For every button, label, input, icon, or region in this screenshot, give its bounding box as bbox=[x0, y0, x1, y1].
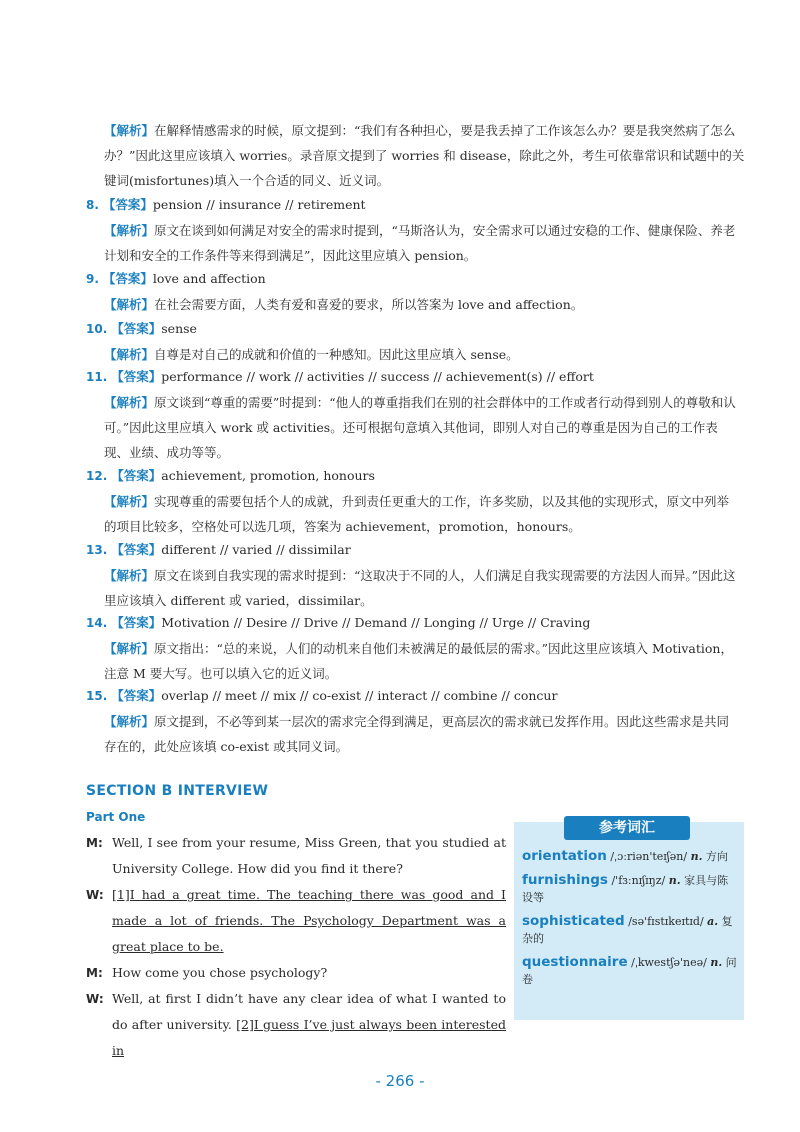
analysis-text: 自尊是对自己的成就和价值的一种感知。因此这里应填入 sense。 bbox=[154, 347, 519, 362]
item-number: 9. bbox=[86, 272, 99, 286]
item-number: 10. bbox=[86, 322, 108, 336]
vocab-item bbox=[522, 872, 738, 906]
answer-item-14 bbox=[86, 610, 736, 686]
answer-tag: 【答案】 bbox=[111, 321, 162, 336]
dialog-underlined-text: [1]I had a great time. The teaching there was good and I made a lot of friends. The Psychology Department was a great place to be. bbox=[112, 887, 506, 954]
analysis-tag: 【解析】 bbox=[104, 641, 155, 656]
page-number: - 266 - bbox=[375, 1072, 425, 1090]
analysis-text: 原文在谈到自我实现的需求时提到：“这取决于不同的人，人们满足自我实现需要的方法因人而异。”因此这里应该填入 different 或 varied，dissimilar。 bbox=[104, 568, 736, 608]
vocab-item bbox=[522, 913, 738, 947]
dialog-text: Well, at first I didn’t have any clear idea of what I wanted to do after university. bbox=[112, 991, 506, 1032]
vocab-ipa: /ˌkwestʃə'neə/ bbox=[631, 956, 707, 969]
vocab-meaning: 问卷 bbox=[522, 956, 737, 986]
vocab-pos: n. bbox=[668, 874, 681, 887]
analysis-tag: 【解析】 bbox=[104, 568, 155, 583]
dialog-text: Well, I see from your resume, Miss Green, that you studied at University College. How did you find it there? bbox=[112, 835, 506, 876]
answer-item-10 bbox=[86, 316, 736, 367]
dialog-underlined-text: [2]I guess I’ve just always been interested in bbox=[112, 1017, 506, 1058]
vocab-meaning: 家具与陈设等 bbox=[522, 874, 729, 904]
item-number: 8. bbox=[86, 198, 99, 212]
item-number: 12. bbox=[86, 469, 108, 483]
vocab-meaning: 方向 bbox=[705, 850, 728, 863]
dialog-line bbox=[86, 882, 506, 960]
analysis-tag: 【解析】 bbox=[104, 714, 155, 729]
answer-text: pension // insurance // retirement bbox=[152, 197, 366, 212]
vocab-pos: n. bbox=[710, 956, 723, 969]
answer-item-15 bbox=[86, 683, 736, 759]
analysis-tag: 【解析】 bbox=[104, 223, 155, 238]
vocab-item bbox=[522, 954, 738, 988]
vocab-word: questionnaire bbox=[522, 954, 628, 970]
analysis-text: 在解释情感需求的时候，原文提到：“我们有各种担心，要是我丢掉了工作该怎么办？要是我突然病了怎么办？”因此这里应该填入 worries。录音原文提到了 worries 和 disease，除此之外，考生可依靠常识和试题中的关键词(misfortunes)填入一个合适的同义、近义词。 bbox=[104, 123, 745, 188]
answer-tag: 【答案】 bbox=[111, 468, 162, 483]
answer-text: performance // work // activities // success // achievement(s) // effort bbox=[161, 369, 594, 384]
analysis-tag: 【解析】 bbox=[104, 123, 155, 138]
vocab-ipa: /sə'fɪstɪkeɪtɪd/ bbox=[628, 915, 704, 928]
dialog-text: How come you chose psychology? bbox=[112, 965, 328, 980]
answer-tag: 【答案】 bbox=[102, 271, 153, 286]
answer-text: overlap // meet // mix // co-exist // interact // combine // concur bbox=[161, 688, 558, 703]
answer-tag: 【答案】 bbox=[102, 197, 153, 212]
analysis-tag: 【解析】 bbox=[104, 297, 155, 312]
analysis-tag: 【解析】 bbox=[104, 494, 155, 509]
dialog-line bbox=[86, 986, 506, 1064]
answer-tag: 【答案】 bbox=[111, 369, 162, 384]
dialog-line bbox=[86, 960, 506, 986]
interview-dialog bbox=[86, 830, 506, 1064]
vocabulary-list bbox=[522, 848, 738, 995]
answer-item-13 bbox=[86, 537, 736, 613]
vocab-meaning: 复杂的 bbox=[522, 915, 733, 945]
section-title: SECTION B INTERVIEW bbox=[86, 783, 269, 799]
vocab-word: orientation bbox=[522, 848, 607, 864]
answer-text: love and affection bbox=[152, 271, 266, 286]
dialog-line bbox=[86, 830, 506, 882]
answer-tag: 【答案】 bbox=[111, 615, 162, 630]
vocab-ipa: /'fɜːnɪʃɪŋz/ bbox=[611, 874, 666, 887]
part-title: Part One bbox=[86, 810, 146, 824]
answer-text: different // varied // dissimilar bbox=[161, 542, 351, 557]
answer-tag: 【答案】 bbox=[111, 542, 162, 557]
analysis-tag: 【解析】 bbox=[104, 347, 155, 362]
analysis-text: 原文谈到“尊重的需要”时提到：“他人的尊重指我们在别的社会群体中的工作或者行动得到别人的尊敬和认可。”因此这里应填入 work 或 activities。还可根据句意填入其他词，即别人对自己的尊重是因为自己的工作表现、业绩、成功等等。 bbox=[104, 395, 736, 460]
analysis-text: 原文指出：“总的来说，人们的动机来自他们未被满足的最低层的需求。”因此这里应该填入 Motivation，注意 M 要大写。也可以填入它的近义词。 bbox=[104, 641, 733, 681]
vocab-word: sophisticated bbox=[522, 913, 625, 929]
item-number: 13. bbox=[86, 543, 108, 557]
speaker-label: M: bbox=[86, 966, 103, 980]
answer-text: Motivation // Desire // Drive // Demand // Longing // Urge // Craving bbox=[161, 615, 591, 630]
vocab-pos: n. bbox=[690, 850, 703, 863]
analysis-text: 原文在谈到如何满足对安全的需求时提到，“马斯洛认为，安全需求可以通过安稳的工作、健康保险、养老计划和安全的工作条件等来得到满足”，因此这里应填入 pension。 bbox=[104, 223, 736, 263]
answer-tag: 【答案】 bbox=[111, 688, 162, 703]
answer-item-11 bbox=[86, 364, 736, 465]
item-number: 11. bbox=[86, 370, 108, 384]
vocab-ipa: /ˌɔːriən'teɪʃən/ bbox=[610, 850, 688, 863]
answer-text: sense bbox=[161, 321, 197, 336]
vocabulary-heading: 参考词汇 bbox=[564, 816, 690, 840]
intro-analysis bbox=[86, 118, 754, 193]
analysis-text: 在社会需要方面，人类有爱和喜爱的要求，所以答案为 love and affection。 bbox=[154, 297, 584, 312]
speaker-label: M: bbox=[86, 836, 103, 850]
vocab-pos: a. bbox=[707, 915, 719, 928]
answer-item-9 bbox=[86, 266, 736, 317]
vocabulary-box bbox=[514, 822, 744, 1020]
vocab-word: furnishings bbox=[522, 872, 608, 888]
analysis-text: 原文提到，不必等到某一层次的需求完全得到满足，更高层次的需求就已发挥作用。因此这些需求是共同存在的，此处应该填 co-exist 或其同义词。 bbox=[104, 714, 730, 754]
speaker-label: W: bbox=[86, 888, 104, 902]
analysis-tag: 【解析】 bbox=[104, 395, 155, 410]
analysis-text: 实现尊重的需要包括个人的成就，升到责任更重大的工作，许多奖励，以及其他的实现形式，原文中列举的项目比较多，空格处可以选几项，答案为 achievement，promotion，honours。 bbox=[104, 494, 730, 534]
item-number: 15. bbox=[86, 689, 108, 703]
vocab-item bbox=[522, 848, 738, 865]
answer-item-8 bbox=[86, 192, 736, 268]
item-number: 14. bbox=[86, 616, 108, 630]
answer-item-12 bbox=[86, 463, 736, 539]
speaker-label: W: bbox=[86, 992, 104, 1006]
answer-text: achievement, promotion, honours bbox=[161, 468, 375, 483]
